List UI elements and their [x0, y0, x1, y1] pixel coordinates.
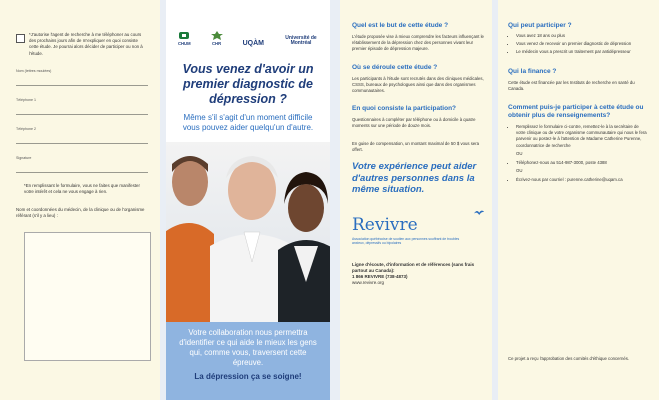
or-separator: OU [516, 150, 523, 156]
name-field[interactable] [16, 69, 148, 86]
who-item: • Vous avez 18 ans ou plus [516, 33, 649, 39]
revivre-wordmark: Revivre [352, 214, 418, 235]
who-list [508, 33, 649, 56]
section-participation-title: En quoi consiste la participation? [352, 105, 457, 113]
chum-logo-text: CHUM [178, 41, 191, 46]
section-location-body: Les participants à l'étude sont recrutés dans des cliniques médicales, CSSS, bureaux de psychologues ainsi que dans des organismes communautaires. [352, 75, 484, 94]
chr-logo [211, 31, 223, 46]
study-info-panel [340, 0, 492, 400]
or-separator: OU [516, 168, 523, 174]
udem-logo [284, 36, 318, 46]
section-participation [352, 105, 484, 129]
phone1-field[interactable] [16, 98, 148, 115]
who-item: • Vous venez de recevoir un premier diagnostic de dépression [516, 41, 649, 47]
participation-panel [498, 0, 659, 400]
chum-logo [178, 31, 191, 46]
signature-field[interactable] [16, 156, 148, 173]
revivre-logo [352, 208, 484, 246]
who-item: • Le médecin vous a prescrit un traitement par antidépresseur [516, 49, 649, 55]
section-location-title: Où se déroule cette étude ? [352, 63, 438, 71]
commitment-note: *En remplissant le formulaire, vous ne faites que manifester votre intérêt et cela ne vous engage à rien. [24, 182, 140, 195]
cover-title: Vous venez d'avoir un premier diagnostic de dépression ? [182, 62, 314, 106]
revivre-tagline: Association québécoise de soutien aux personnes souffrant de troubles anxieux, dépressifs ou bipolaires [352, 236, 460, 246]
howto-item-form: • Remplissez le formulaire ci-contre, remettez-le à la secrétaire de votre clinique ou de votre organisme communautaire qui nous le fera parvenir ou postez-le à l'attention de Madame Catherine Purenne, coordonnatrice de recherche [516, 124, 649, 149]
contact-phone: 1 866 REVIVRE (738-4873) [352, 273, 408, 279]
howto-list-phone [508, 160, 649, 166]
consent-checkbox[interactable] [16, 34, 25, 43]
signature-field-label: Signature [16, 155, 32, 160]
howto-title: Comment puis-je participer à cette étude ou obtenir plus de renseignements? [508, 104, 644, 120]
revivre-contact [352, 262, 484, 287]
collaboration-message: Votre collaboration nous permettra d'identifier ce qui aide le mieux les gens qui, comme vous, traversent cette épreuve. [179, 328, 317, 367]
howto-item-email[interactable]: • Écrivez-nous par courriel : purenne.catherine@uqam.ca [516, 177, 649, 183]
phone2-field-label: Téléphone 2 [16, 126, 36, 131]
funding-body: Cette étude est financée par les Instituts de recherche en santé du Canada. [508, 79, 635, 91]
uqam-logo [243, 41, 264, 46]
cover-tagline: La dépression ça se soigne! [194, 372, 302, 381]
uqam-logo-text: UQÀM [242, 40, 264, 47]
section-purpose-title: Quel est le but de cette étude ? [352, 22, 449, 29]
howto-list [508, 124, 649, 149]
section-location [352, 64, 484, 95]
name-field-label: Nom (lettres moulées) [16, 68, 52, 73]
people-photo [166, 142, 330, 322]
reply-form-panel [0, 0, 160, 400]
cover-panel [166, 0, 330, 400]
phone2-field[interactable] [16, 127, 148, 144]
funding-title: Qui la finance ? [508, 67, 557, 75]
chr-logo-text: CHR [212, 41, 222, 46]
contact-title: Ligne d'écoute, d'information et de références (sans frais partout au Canada): [352, 261, 475, 273]
compensation-text: En guise de compensation, un montant maximal de 50 $ vous sera offert. [352, 140, 480, 152]
contact-web[interactable]: www.revivre.org [352, 280, 385, 286]
bird-icon [474, 208, 484, 216]
cover-bottom-band [166, 322, 330, 400]
who-title: Qui peut participer ? [508, 22, 572, 29]
experience-quote: Votre expérience peut aider d'autres personnes dans la même situation. [352, 161, 477, 196]
howto-list-email [508, 177, 649, 183]
section-purpose-body: L'étude proposée vise à mieux comprendre les facteurs influençant le rétablissement de la dépression chez des personnes vivant leur premier épisode de dépression majeure. [352, 34, 484, 52]
udem-logo-text: Université de Montréal [285, 35, 317, 46]
cover-subtitle: Même s'il s'agit d'un moment difficile vous pouvez aider quelqu'un d'autre. [182, 113, 314, 132]
section-participation-body: Questionnaires à compléter par téléphone ou à domicile à quatre moments sur une période de douze mois. [352, 117, 476, 129]
consent-text: *J'autorise l'agent de recherche à me téléphoner au cours des prochains jours afin de m'expliquer en quoi consiste cette étude. Je pourrai alors décider de participer ou non à l'étude. [29, 32, 143, 56]
section-purpose [352, 22, 484, 53]
howto-item-phone[interactable]: • Téléphonez-nous au 514-987-3000, poste 4388 [516, 160, 649, 166]
doctor-info-box[interactable] [24, 232, 151, 361]
ethics-approval: Ce projet a reçu l'approbation des comités d'éthique concernés. [508, 356, 630, 361]
doctor-label: Nom et coordonnées du médecin, de la clinique ou de l'organisme référant (s'il y a lieu) : [16, 207, 145, 219]
phone1-field-label: Téléphone 1 [16, 97, 36, 102]
logo-row [166, 0, 330, 46]
